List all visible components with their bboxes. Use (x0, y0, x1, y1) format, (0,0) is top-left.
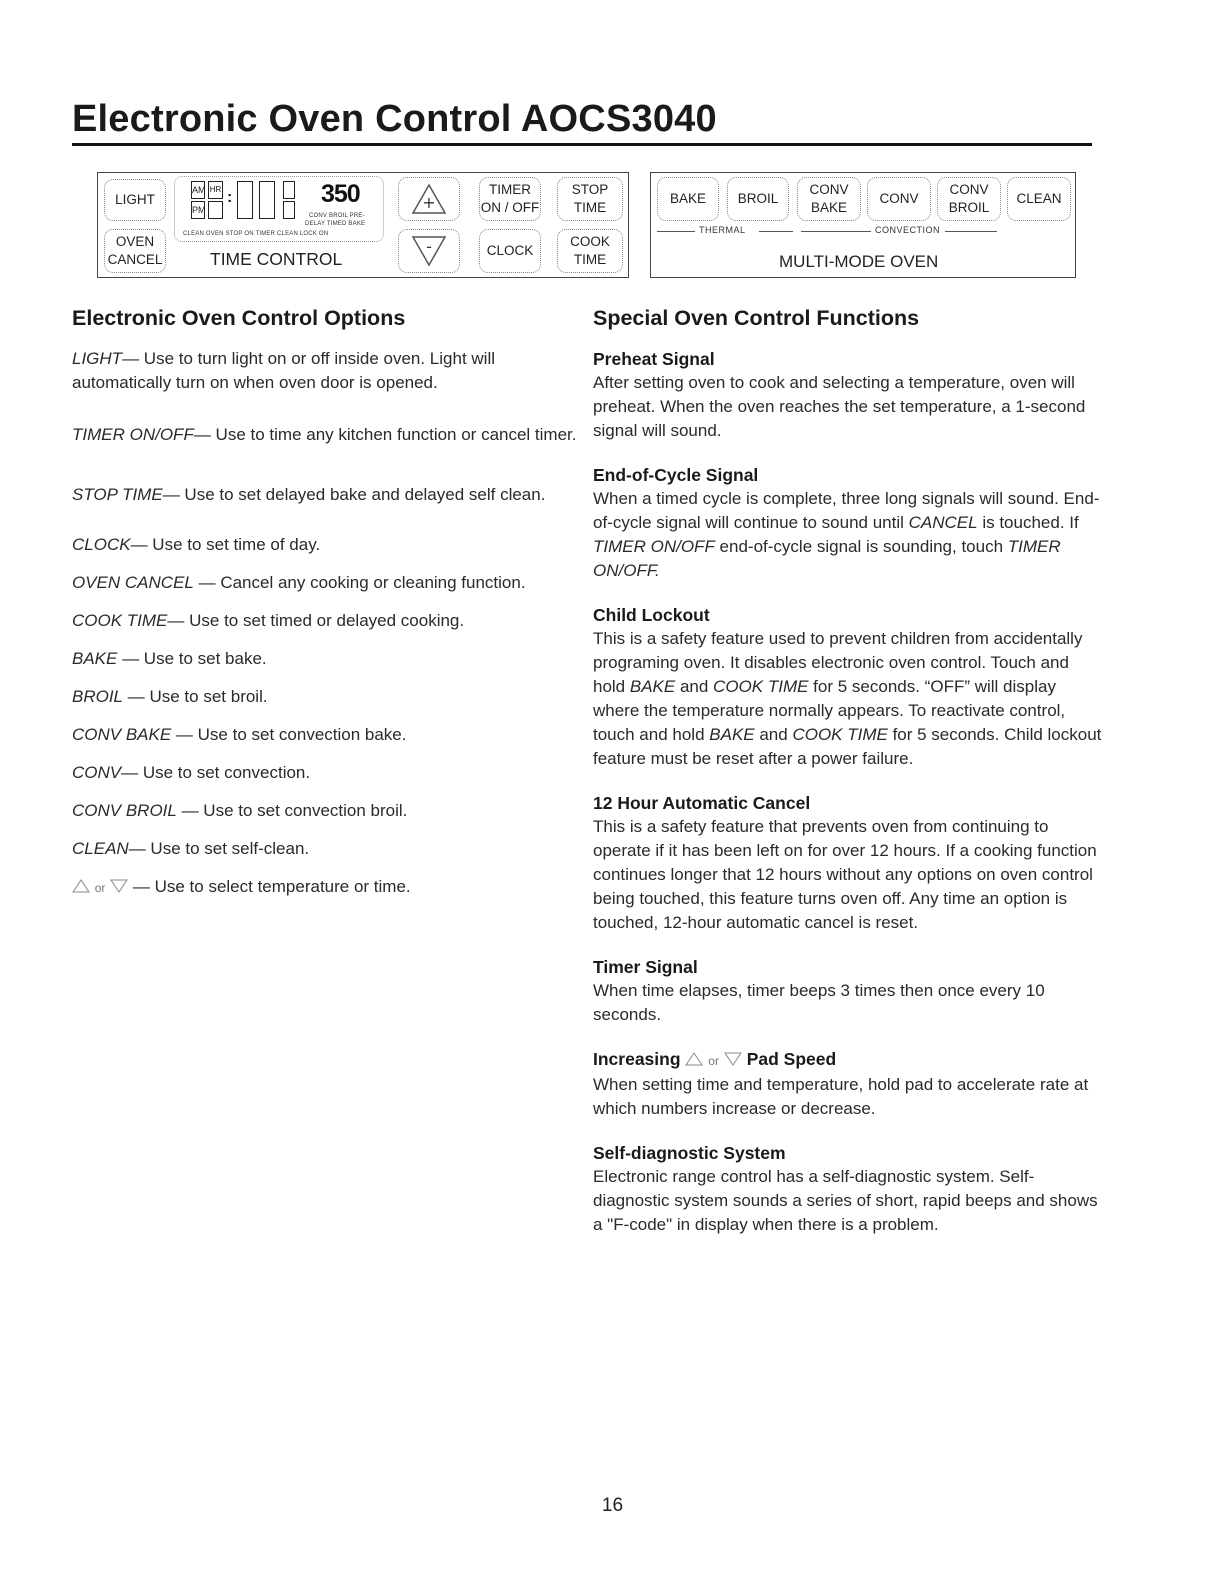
option-text: — Use to turn light on or off inside oven. Light will automatically turn on when oven door is opened. (72, 349, 495, 392)
page-number: 16 (601, 1495, 624, 1516)
option-broil (72, 685, 582, 709)
conv-pad[interactable] (867, 177, 931, 221)
preheat-title: Preheat Signal (593, 349, 715, 369)
up-triangle-icon (411, 183, 447, 215)
option-bake (72, 647, 582, 671)
thermal-rule-left (657, 231, 695, 232)
option-timer (72, 423, 582, 447)
option-conv-broil (72, 799, 582, 823)
option-text: — Use to set convection. (121, 763, 311, 782)
thermal-caption: THERMAL (699, 225, 746, 235)
options-heading: Electronic Oven Control Options (72, 306, 406, 330)
option-cook-time (72, 609, 582, 633)
conv-broil-pad[interactable] (937, 177, 1001, 221)
option-text: — Use to set convection bake. (171, 725, 407, 744)
cancel-label: CANCEL (107, 252, 163, 267)
colon-icon: : (227, 189, 233, 206)
lock-text-4: and (754, 725, 793, 744)
up-arrow-pad[interactable] (398, 177, 460, 221)
clock-label: CLOCK (486, 242, 534, 258)
option-text: — Cancel any cooking or cleaning function. (193, 573, 526, 592)
convection-caption: CONVECTION (875, 225, 941, 235)
conv-bake-label-1: CONV (809, 181, 849, 197)
preheat-section (593, 347, 1103, 443)
option-key: TIMER ON/OFF (72, 425, 194, 444)
light-pad[interactable] (104, 179, 166, 221)
conv-bake-pad[interactable] (797, 177, 861, 221)
auto-cancel-text: This is a safety feature that prevents oven from continuing to operate if it has been left on for over 12 hours. If a cooking function continues longer that 12 hours without any options on oven control being touched, this feature turns oven off. Any time an option is touched, 12-hour automatic cancel is reset. (593, 817, 1097, 932)
eoc-text-2: is touched. If (977, 513, 1079, 532)
options-column (72, 306, 582, 914)
time-control-panel (97, 172, 629, 278)
hr-indicator: HR (208, 181, 223, 199)
mode-indicator-row1: CONV BROIL PRE- (309, 213, 365, 219)
self-diagnostic-title: Self-diagnostic System (593, 1143, 786, 1163)
option-text: — Use to set delayed bake and delayed self clean. (162, 485, 546, 504)
multi-mode-caption: MULTI-MODE OVEN (779, 252, 939, 271)
broil-pad[interactable] (727, 177, 789, 221)
down-sign: - (426, 237, 432, 256)
self-diagnostic-section (593, 1141, 1103, 1237)
option-text: — Use to set timed or delayed cooking. (167, 611, 465, 630)
stop-label: STOP (571, 181, 609, 197)
option-key: BROIL (72, 687, 124, 706)
option-clean (72, 837, 582, 861)
child-lockout-title: Child Lockout (593, 605, 710, 625)
temperature-readout: 350 (321, 180, 360, 208)
stop-time-pad[interactable] (557, 177, 623, 221)
cook-time-label: TIME (573, 252, 607, 267)
pad-speed-section (593, 1047, 1103, 1121)
conv-broil-label-1: CONV (949, 181, 989, 197)
pad-speed-title (593, 1047, 1103, 1073)
lock-key-bake-2: BAKE (709, 725, 755, 744)
oven-label: OVEN (115, 233, 155, 249)
eoc-text-1: When a timed cycle is complete, three long signals will sound. End-of-cycle signal will continue to sound until (593, 489, 1100, 532)
down-triangle-icon (411, 235, 447, 267)
timer-signal-text: When time elapses, timer beeps 3 times then once every 10 seconds. (593, 981, 1045, 1024)
eoc-key-cancel: CANCEL (908, 513, 978, 532)
bake-pad[interactable] (657, 177, 719, 221)
minute-digit-2 (259, 181, 275, 219)
pad-speed-title-1: Increasing (593, 1049, 681, 1069)
option-key: CONV (72, 763, 122, 782)
or-label: or (94, 881, 106, 895)
option-text: — Use to set bake. (117, 649, 267, 668)
eoc-text-3: end-of-cycle signal is sounding, touch (714, 537, 1008, 556)
self-diagnostic-text: Electronic range control has a self-diagnostic system. Self-diagnostic system sounds a series of short, rapid beeps and shows a "F-code" in display when there is a problem. (593, 1167, 1098, 1234)
child-lockout-section (593, 603, 1103, 771)
auto-cancel-section (593, 791, 1103, 935)
timer-signal-section (593, 955, 1103, 1027)
degree-indicator (283, 181, 295, 199)
down-triangle-icon (110, 879, 128, 893)
eoc-key-timer-end: TIMER ON/OFF. (593, 537, 1061, 580)
option-oven-cancel (72, 571, 582, 595)
lock-key-cook-time: COOK TIME (713, 677, 809, 696)
option-key: CLOCK (72, 535, 131, 554)
up-triangle-icon (72, 879, 90, 893)
on-off-label: ON / OFF (480, 200, 540, 215)
eoc-key-timer: TIMER ON/OFF (593, 537, 715, 556)
option-text: — Use to set convection broil. (176, 801, 408, 820)
convection-rule-left (801, 231, 871, 232)
pad-speed-text: When setting time and temperature, hold pad to accelerate rate at which numbers increase or decrease. (593, 1075, 1089, 1118)
option-key: CLEAN (72, 839, 129, 858)
end-of-cycle-section (593, 463, 1103, 583)
timer-on-off-pad[interactable] (479, 177, 541, 221)
conv-bake-label-2: BAKE (810, 200, 848, 215)
stop-time-label: TIME (573, 200, 607, 215)
pm-indicator: PM (191, 201, 205, 219)
lock-text-5: for 5 seconds. Child lockout feature must be reset after a power failure. (593, 725, 1102, 768)
option-key: CONV BROIL (72, 801, 177, 820)
conv-broil-label-2: BROIL (948, 200, 990, 215)
unit-indicator (283, 201, 295, 219)
title-rule (72, 143, 1092, 146)
up-sign: + (422, 193, 436, 212)
up-triangle-icon (685, 1052, 703, 1066)
end-of-cycle-title: End-of-Cycle Signal (593, 465, 759, 485)
option-conv (72, 761, 582, 785)
clean-pad[interactable] (1007, 177, 1071, 221)
child-lockout-text (593, 627, 1103, 771)
option-text: — Use to time any kitchen function or cancel timer. (193, 425, 577, 444)
lock-text-3: for 5 seconds. “OFF” will display where the temperature normally appears. To reactivate control, touch and hold (593, 677, 1066, 744)
broil-label: BROIL (737, 190, 779, 206)
option-arrows (72, 875, 582, 900)
option-key: CONV BAKE (72, 725, 172, 744)
timer-signal-title: Timer Signal (593, 957, 698, 977)
minute-digit-1 (237, 181, 253, 219)
am-indicator: AM (191, 181, 205, 199)
convection-rule-right (945, 231, 997, 232)
clock-display (174, 176, 384, 242)
preheat-text: After setting oven to cook and selecting a temperature, oven will preheat. When the oven reaches the set temperature, a 1-second signal will sound. (593, 373, 1086, 440)
or-label: or (708, 1054, 719, 1068)
pad-speed-title-2: Pad Speed (746, 1049, 837, 1069)
multi-mode-panel (650, 172, 1076, 278)
option-key: STOP TIME (72, 485, 163, 504)
mode-indicator-row2: DELAY TIMED BAKE (305, 221, 366, 227)
cook-label: COOK (570, 233, 610, 249)
thermal-rule-right (759, 231, 793, 232)
conv-label: CONV (879, 190, 919, 206)
option-text: — Use to set self-clean. (128, 839, 310, 858)
option-light (72, 347, 582, 395)
option-conv-bake (72, 723, 582, 747)
option-text: — Use to select temperature or time. (132, 877, 411, 896)
time-control-caption: TIME CONTROL (210, 249, 343, 269)
down-arrow-pad[interactable] (398, 229, 460, 273)
oven-cancel-pad[interactable] (104, 229, 166, 273)
mode-indicator-row3: CLEAN OVEN STOP ON TIMER CLEAN LOCK ON (183, 231, 329, 237)
cook-time-pad[interactable] (557, 229, 623, 273)
down-triangle-icon (724, 1052, 742, 1066)
option-key: LIGHT (72, 349, 123, 368)
lock-key-bake: BAKE (629, 677, 676, 696)
light-label: LIGHT (115, 191, 155, 207)
option-key: OVEN CANCEL (72, 573, 194, 592)
option-text: — Use to set broil. (123, 687, 268, 706)
lock-text-2: and (675, 677, 714, 696)
option-clock (72, 533, 582, 557)
hour-digit (208, 201, 223, 219)
auto-cancel-title: 12 Hour Automatic Cancel (593, 793, 811, 813)
page-title: Electronic Oven Control AOCS3040 (72, 98, 717, 140)
functions-column (593, 306, 1103, 1257)
option-key: COOK TIME (72, 611, 168, 630)
option-stop-time (72, 483, 582, 507)
end-of-cycle-text (593, 487, 1103, 583)
functions-heading: Special Oven Control Functions (593, 306, 920, 330)
lock-text-1: This is a safety feature used to prevent children from accidentally programing oven. It disables electronic oven control. Touch and hold (593, 629, 1083, 696)
clock-pad[interactable] (479, 229, 541, 273)
clean-label: CLEAN (1016, 190, 1062, 206)
lock-key-cook-time-2: COOK TIME (792, 725, 888, 744)
timer-label: TIMER (489, 181, 531, 197)
option-key: BAKE (72, 649, 118, 668)
bake-label: BAKE (669, 190, 707, 206)
option-text: — Use to set time of day. (130, 535, 321, 554)
